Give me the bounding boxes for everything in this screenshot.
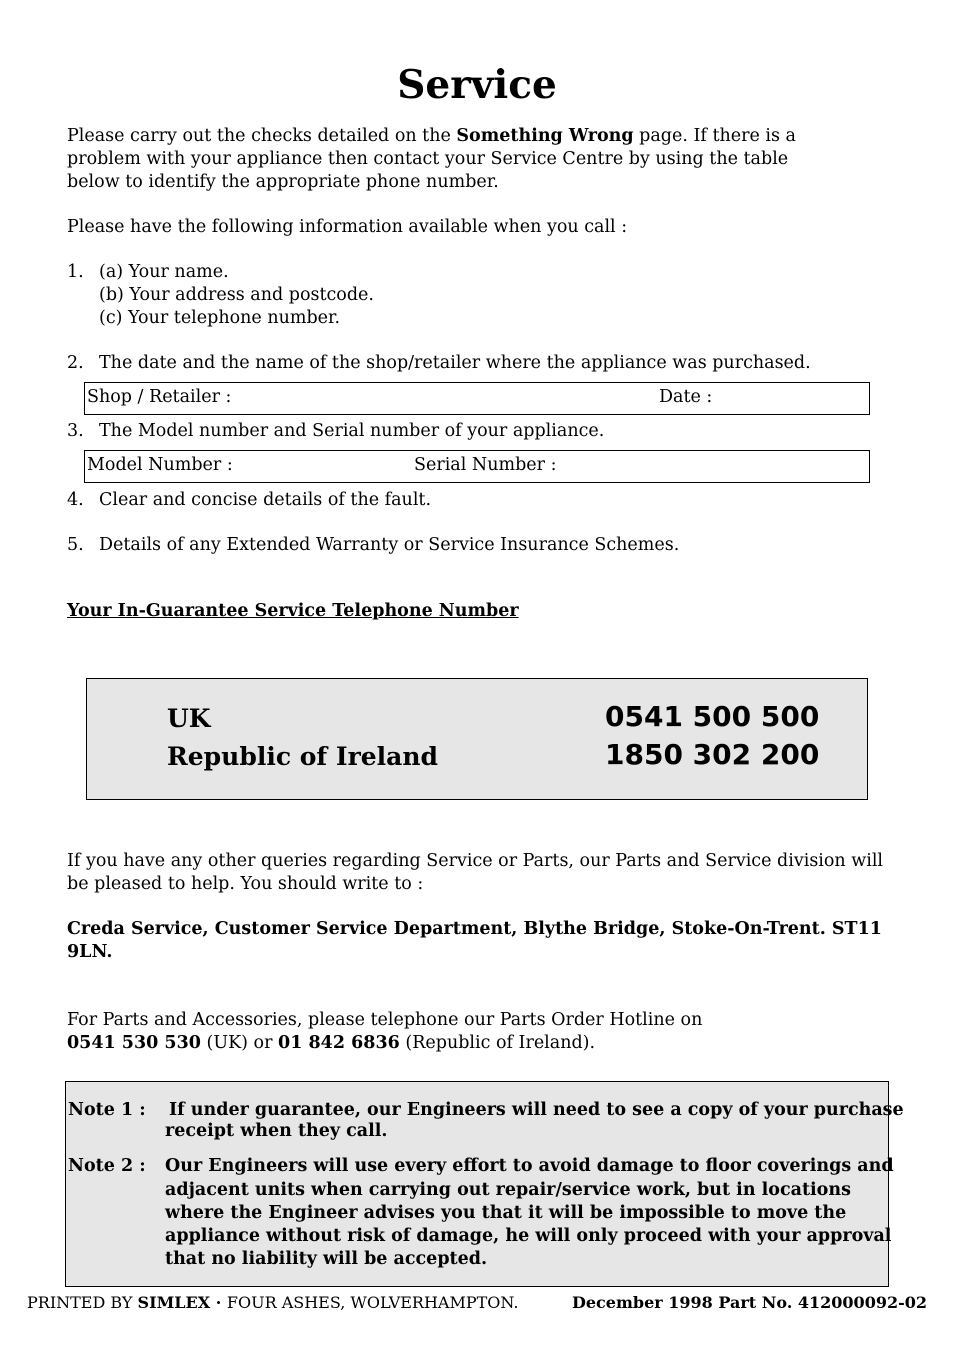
note-1-line-2: receipt when they call. (165, 1121, 388, 1141)
parts-line-2 (67, 1032, 595, 1055)
note-2-line-2: adjacent units when carrying out repair/service work, but in locations (165, 1180, 851, 1200)
printed-by-text: PRINTED BY (27, 1293, 138, 1312)
intro-line-1 (67, 125, 796, 148)
item-number-5: 5. (67, 535, 84, 555)
intro-line-3: below to identify the appropriate phone number. (67, 172, 499, 192)
item-1c: (c) Your telephone number. (99, 308, 341, 328)
item-number-2: 2. (67, 353, 84, 373)
note-2-label: Note 2 : (68, 1156, 146, 1176)
item-number-3: 3. (67, 421, 84, 441)
parts-uk-text: (UK) or (200, 1033, 279, 1053)
printer-location: FOUR ASHES, WOLVERHAMPTON. (226, 1293, 519, 1312)
queries-line-1: If you have any other queries regarding Service or Parts, our Parts and Service division will (67, 851, 884, 871)
footer-date-part-number: December 1998 Part No. 412000092-02 (572, 1293, 927, 1312)
service-address-line-2: 9LN. (67, 942, 113, 962)
guarantee-heading: Your In-Guarantee Service Telephone Number (67, 601, 519, 621)
separator-dot: · (210, 1293, 227, 1312)
item-4: Clear and concise details of the fault. (99, 490, 432, 510)
intro-text: Please carry out the checks detailed on the (67, 126, 457, 146)
note-2-line-1: Our Engineers will use every effort to avoid damage to floor coverings and (165, 1156, 894, 1176)
item-2: The date and the name of the shop/retailer where the appliance was purchased. (99, 353, 811, 373)
item-1a: (a) Your name. (99, 262, 229, 282)
uk-label: UK (167, 704, 211, 733)
item-5: Details of any Extended Warranty or Service Insurance Schemes. (99, 535, 680, 555)
info-request: Please have the following information available when you call : (67, 217, 628, 237)
printer-name: SIMLEX (137, 1293, 211, 1312)
note-1-label: Note 1 : (68, 1100, 146, 1120)
note-1-line-1: If under guarantee, our Engineers will need to see a copy of your purchase (169, 1100, 904, 1120)
item-3: The Model number and Serial number of your appliance. (99, 421, 605, 441)
parts-roi-number: 01 842 6836 (278, 1033, 400, 1053)
parts-line-1: For Parts and Accessories, please telephone our Parts Order Hotline on (67, 1010, 703, 1030)
parts-uk-number: 0541 530 530 (67, 1033, 201, 1053)
note-2-line-3: where the Engineer advises you that it will be impossible to move the (165, 1203, 847, 1223)
intro-text: page. If there is a (633, 126, 796, 146)
serial-number-label: Serial Number : (414, 455, 557, 475)
model-number-label: Model Number : (87, 455, 233, 475)
page-title: Service (397, 62, 557, 108)
item-number-4: 4. (67, 490, 84, 510)
notes-box (65, 1081, 904, 1287)
service-address-line-1: Creda Service, Customer Service Department, Blythe Bridge, Stoke-On-Trent. ST11 (67, 919, 882, 939)
footer-printer (27, 1293, 518, 1313)
shop-date-form (84, 382, 870, 415)
roi-phone-number: 1850 302 200 (605, 738, 820, 771)
parts-roi-text: (Republic of Ireland). (399, 1033, 596, 1053)
uk-phone-number: 0541 500 500 (605, 700, 820, 733)
item-1b: (b) Your address and postcode. (99, 285, 374, 305)
roi-label: Republic of Ireland (167, 742, 438, 771)
model-serial-form (84, 450, 870, 483)
intro-line-2: problem with your appliance then contact your Service Centre by using the table (67, 149, 789, 169)
something-wrong-reference: Something Wrong (456, 126, 634, 146)
note-2-line-4: appliance without risk of damage, he will only proceed with your approval (165, 1226, 892, 1246)
note-2-line-5: that no liability will be accepted. (165, 1249, 488, 1269)
shop-retailer-label: Shop / Retailer : (87, 387, 232, 407)
date-label: Date : (659, 387, 713, 407)
item-number-1: 1. (67, 262, 84, 282)
service-phone-box (86, 678, 868, 800)
queries-line-2: be pleased to help. You should write to : (67, 874, 424, 894)
